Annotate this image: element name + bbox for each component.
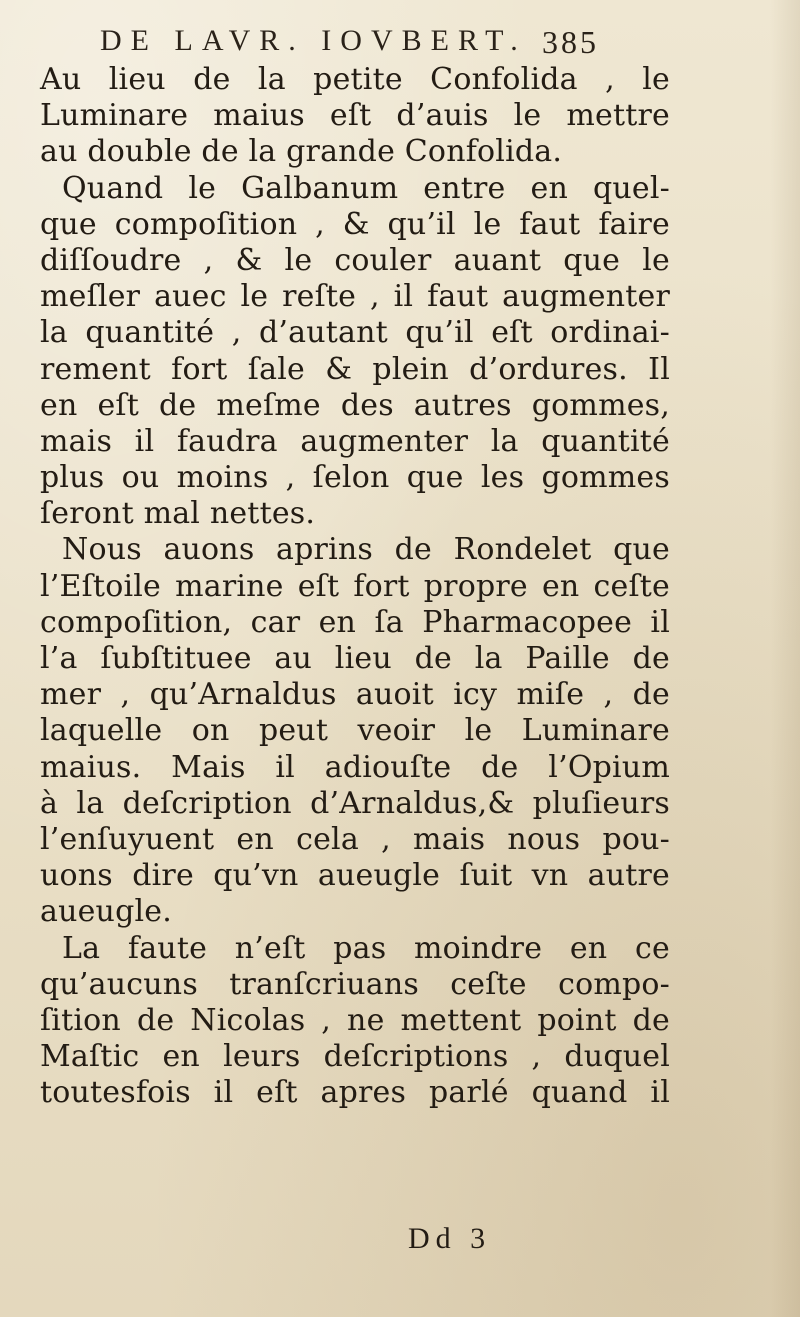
- text-line: à la deſcription d’Arnaldus,& pluſieurs: [40, 785, 670, 821]
- text-line: maius. Mais il adiouſte de l’Opium: [40, 749, 670, 785]
- text-line: Au lieu de la petite Confolida , le: [40, 62, 670, 97]
- text-line: mer , qu’Arnaldus auoit icy miſe , de: [40, 677, 670, 713]
- text-line: l’enſuyuent en cela , mais nous pou-: [40, 821, 670, 857]
- text-line: toutesfois il eſt apres parlé quand il: [40, 1075, 670, 1111]
- text-line: la quantité , d’autant qu’il eſt ordinai-: [40, 315, 670, 351]
- text-line: l’Eſtoile marine eſt fort propre en ceſte: [40, 568, 670, 604]
- paragraph-start-line: La faute n’eſt pas moindre en ce: [62, 930, 670, 966]
- text-line: l’a ſubſtituee au lieu de la Paille de: [40, 641, 670, 676]
- text-line: que compoſition , & qu’il le faut faire: [40, 206, 670, 242]
- running-head: [0, 18, 800, 62]
- running-title: DE LAVR. IOVBERT.: [100, 24, 527, 57]
- text-line: plus ou moins , ſelon que les gommes: [40, 460, 670, 496]
- paragraph-start-line: Nous auons aprins de Rondelet que: [62, 532, 670, 568]
- paragraph-start-line: Quand le Galbanum entre en quel-: [62, 170, 670, 206]
- text-line: en eſt de meſme des autres gommes,: [40, 387, 670, 423]
- text-line: meſler auec le reſte , il faut augmenter: [40, 279, 670, 315]
- text-line: aueugle.: [40, 894, 172, 930]
- text-line: Luminare maius eſt d’auis le mettre: [40, 98, 670, 134]
- text-line: compoſition, car en ſa Pharmacopee il: [40, 604, 670, 640]
- text-line: diſſoudre , & le couler auant que le: [40, 242, 670, 278]
- text-line: au double de la grande Confolida.: [40, 134, 563, 170]
- page-number: 385: [542, 24, 599, 60]
- body-text: [40, 62, 670, 1111]
- page-edge-shadow: [770, 0, 800, 1317]
- text-line: laquelle on peut veoir le Luminare: [40, 713, 670, 749]
- text-line: uons dire qu’vn aueugle ſuit vn autre: [40, 858, 670, 894]
- text-line: rement fort ſale & plein d’ordures. Il: [40, 351, 670, 387]
- signature-mark: Dd 3: [408, 1222, 492, 1255]
- text-line: qu’aucuns tranſcriuans ceſte compo-: [40, 966, 670, 1002]
- text-line: ſition de Nicolas , ne mettent point de: [40, 1002, 670, 1038]
- text-line: mais il faudra augmenter la quantité: [40, 423, 670, 459]
- text-line: ſeront mal nettes.: [40, 496, 316, 532]
- text-line: Maſtic en leurs deſcriptions , duquel: [40, 1039, 670, 1075]
